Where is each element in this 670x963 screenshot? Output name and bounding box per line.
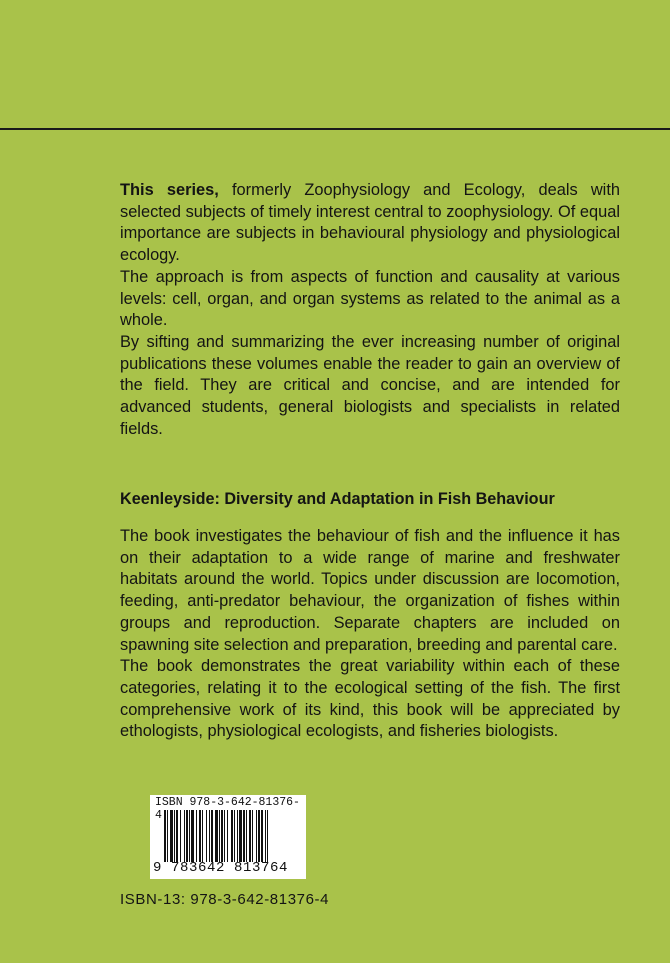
- book-description: [120, 526, 620, 743]
- series-lead: This series,: [120, 181, 219, 199]
- series-paragraph-1-text: formerly Zoophysiology and Ecology, deals with selected subjects of timely interest central to zoophysiology. Of equal importance are subjects in behavioural physiology and physiological ecology.: [120, 181, 620, 265]
- series-paragraph-2: The approach is from aspects of function and causality at various levels: cell, organ, and organ systems as related to the animal as a whole.: [120, 267, 620, 330]
- book-title: Keenleyside: Diversity and Adaptation in Fish Behaviour: [120, 490, 555, 508]
- series-paragraph-3: By sifting and summarizing the ever increasing number of original publications these volumes enable the reader to gain an overview of the field. They are critical and concise, and are intended for advanced students, general biologists and specialists in related fields.: [120, 332, 620, 438]
- isbn-13: ISBN-13: 978-3-642-81376-4: [120, 891, 330, 908]
- book-paragraph-1: The book investigates the behaviour of fish and the influence it has on their adaptation to a wide range of marine and freshwater habitats around the world. Topics under discussion are locomotion, feeding, anti-predator behaviour, the organization of fishes within groups and reproduction. Separate chapters are included on spawning site selection and preparation, breeding and parental care.: [120, 527, 620, 654]
- barcode: [150, 795, 306, 879]
- barcode-bars: [164, 810, 296, 862]
- barcode-isbn-label: ISBN 978-3-642-81376-4: [155, 796, 300, 822]
- barcode-digits: 9 783642 813764: [153, 860, 289, 876]
- series-description: [120, 180, 620, 440]
- book-paragraph-2: The book demonstrates the great variability within each of these categories, relating it to the ecological setting of the fish. The first comprehensive work of its kind, this book will be appreciated by ethologists, physiological ecologists, and fisheries biologists.: [120, 657, 620, 741]
- top-rule: [0, 128, 670, 130]
- series-paragraph-1: [120, 180, 620, 267]
